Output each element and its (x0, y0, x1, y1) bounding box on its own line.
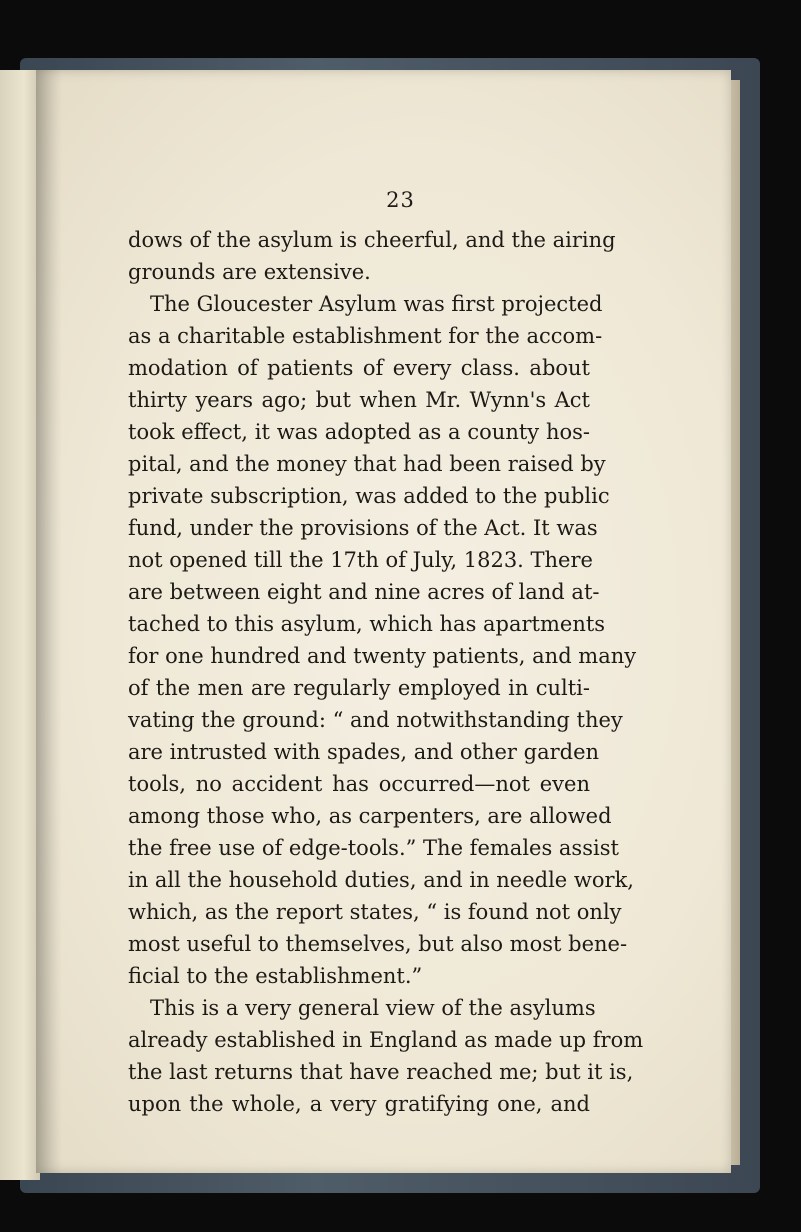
text-line: took effect, it was adopted as a county hos- (128, 420, 590, 444)
text-line: pital, and the money that had been raised by (128, 452, 606, 476)
text-line: for one hundred and twenty patients, and many (128, 644, 637, 668)
text-line: the free use of edge-tools.” The females assist (128, 836, 619, 860)
text-line: are intrusted with spades, and other garden (128, 740, 600, 764)
text-line: in all the household duties, and in needle work, (128, 868, 634, 892)
text-line: as a charitable establishment for the accom- (128, 324, 603, 348)
text-line: tached to this asylum, which has apartments (128, 612, 606, 636)
text-line: most useful to themselves, but also most bene- (128, 932, 628, 956)
left-page-edge (0, 70, 40, 1180)
text-line: grounds are extensive. (128, 260, 371, 284)
text-line: upon the whole, a very gratifying one, and (128, 1092, 590, 1116)
text-line: tools, no accident has occurred—not even (128, 772, 590, 796)
text-line: the last returns that have reached me; but it is, (128, 1060, 634, 1084)
text-line: This is a very general view of the asylums (150, 996, 596, 1020)
text-line: of the men are regularly employed in culti- (128, 676, 590, 700)
text-line: which, as the report states, “ is found not only (128, 900, 622, 924)
text-line: are between eight and nine acres of land at- (128, 580, 600, 604)
text-line: ficial to the establishment.” (128, 964, 423, 988)
page-number: 23 (386, 188, 415, 212)
text-line: The Gloucester Asylum was first projected (150, 292, 603, 316)
text-line: not opened till the 17th of July, 1823. There (128, 548, 593, 572)
text-line: fund, under the provisions of the Act. It was (128, 516, 598, 540)
text-line: already established in England as made up from (128, 1028, 644, 1052)
text-line: vating the ground: “ and notwithstanding they (128, 708, 623, 732)
body-text (128, 224, 644, 1120)
text-line: dows of the asylum is cheerful, and the airing (128, 228, 616, 252)
text-line: thirty years ago; but when Mr. Wynn's Act (128, 388, 590, 412)
spine-shadow (36, 70, 62, 1173)
text-line: among those who, as carpenters, are allowed (128, 804, 612, 828)
text-line: private subscription, was added to the public (128, 484, 610, 508)
text-line: modation of patients of every class. about (128, 356, 590, 380)
